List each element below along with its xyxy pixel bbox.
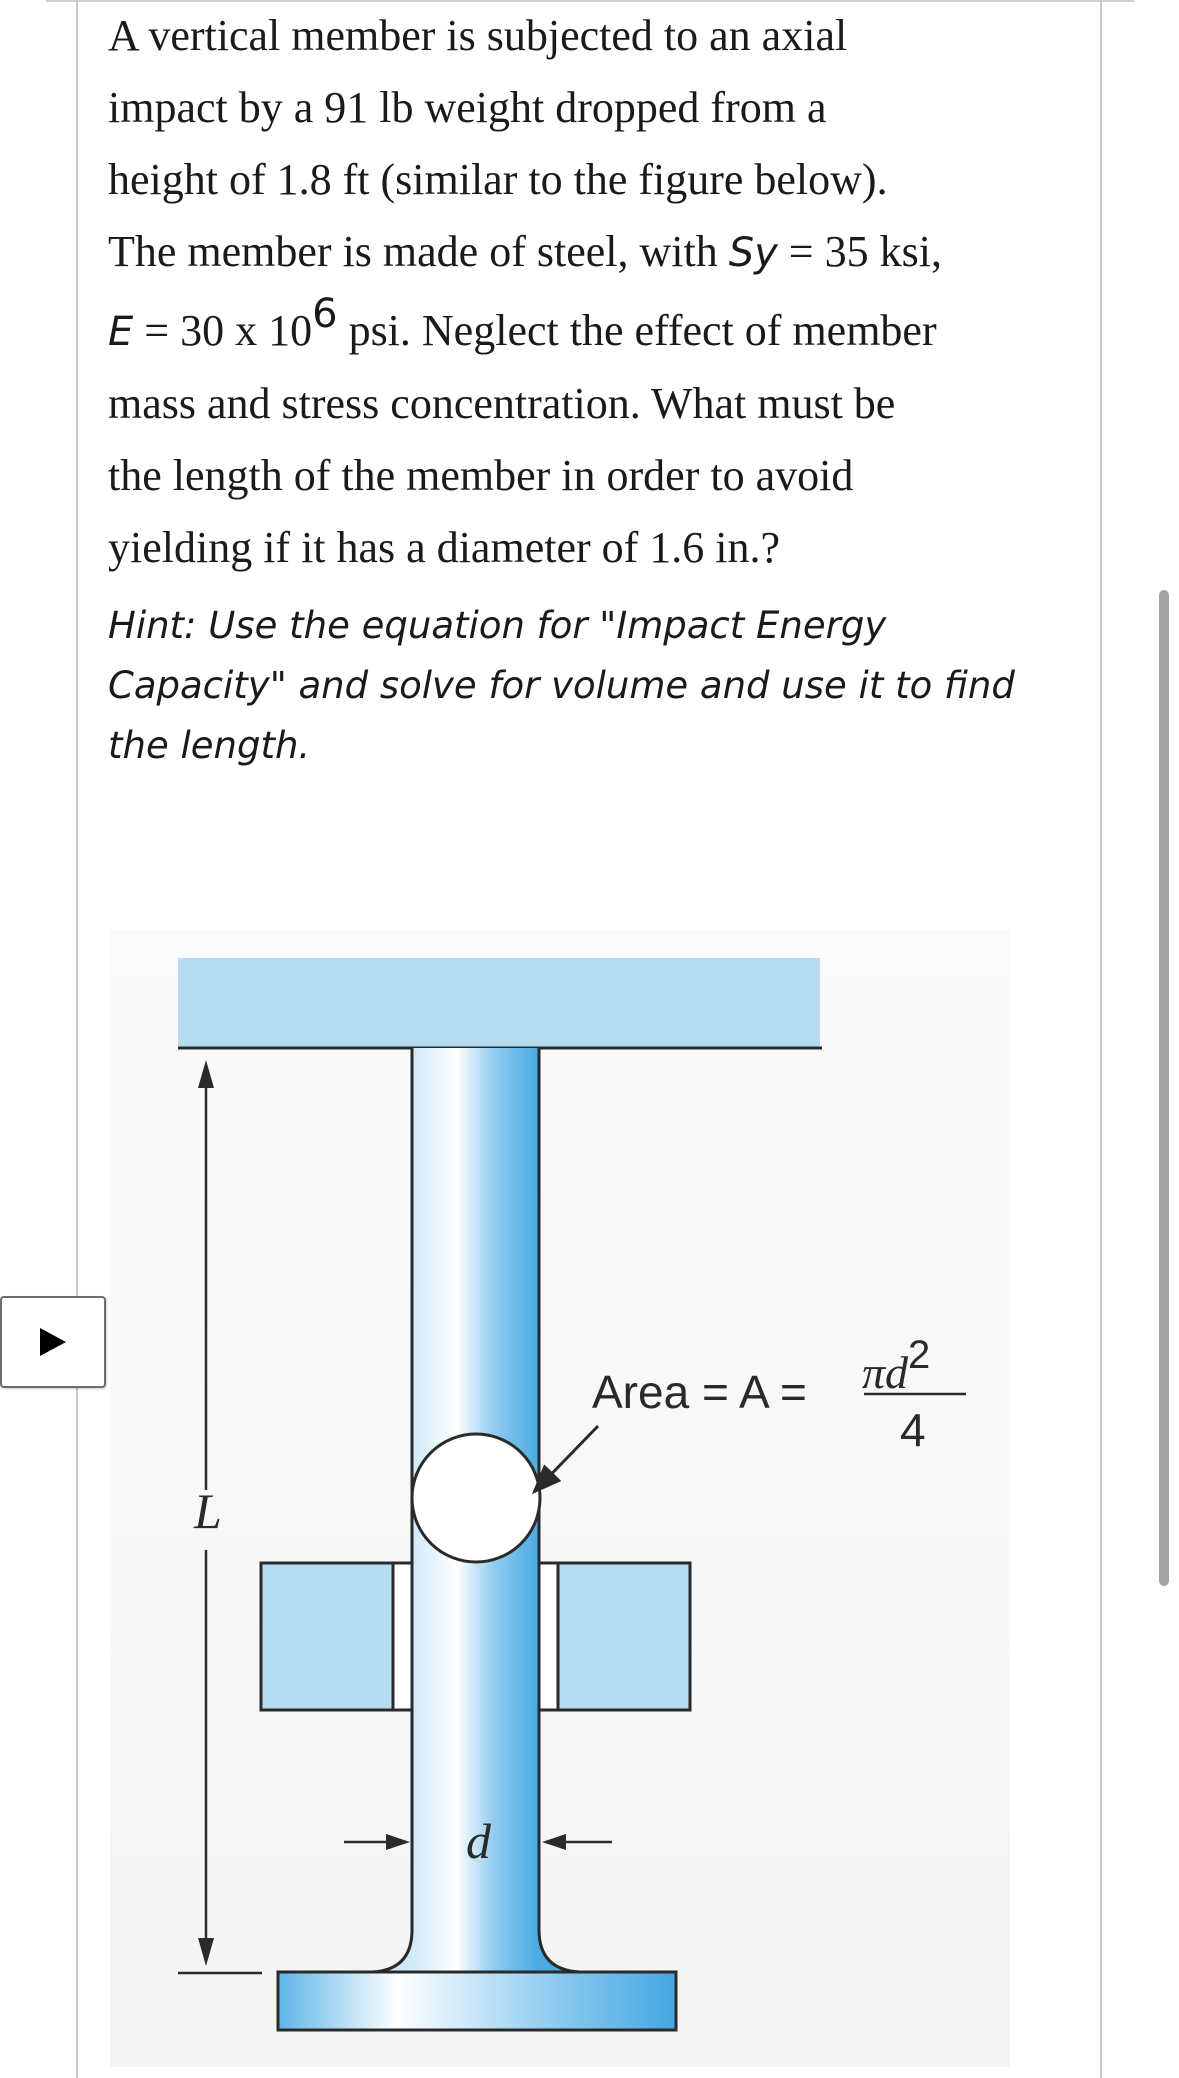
- length-label: L: [194, 1483, 222, 1539]
- weight-block-left: [261, 1563, 393, 1710]
- play-button[interactable]: [0, 1296, 106, 1388]
- cross-section-circle: [412, 1434, 540, 1562]
- question-text-segment: = 35 ksi,: [777, 227, 942, 276]
- variable-sy: Sy: [728, 230, 778, 276]
- vertical-scrollbar[interactable]: [1159, 590, 1169, 1586]
- area-formula-text: Area = A =: [592, 1366, 807, 1418]
- hint-line: Hint: Use the equation for "Impact Energy: [108, 604, 887, 647]
- weight-collar-left: [393, 1563, 412, 1710]
- top-support: [178, 958, 820, 1048]
- base-plate: [278, 1972, 676, 2030]
- question-text-segment: The member is made of steel, with: [108, 227, 729, 276]
- question-line: impact by a 91 lb weight dropped from a: [108, 83, 827, 132]
- question-text-segment: psi. Neglect the effect of member: [337, 306, 937, 355]
- weight-block-right: [558, 1563, 690, 1710]
- exponent: 6: [312, 291, 338, 337]
- formula-numerator-text: πd: [862, 1347, 909, 1398]
- hint-line: Capacity" and solve for volume and use it to find: [108, 664, 1015, 707]
- weight-collar-right: [539, 1563, 558, 1710]
- question-line: yielding if it has a diameter of 1.6 in.?: [108, 523, 781, 572]
- area-formula-denominator: 4: [900, 1404, 926, 1456]
- question-line: height of 1.8 ft (similar to the figure below).: [108, 155, 888, 204]
- question-text-segment: = 30 x 10: [133, 306, 313, 355]
- hint-line: the length.: [108, 724, 311, 767]
- variable-e: E: [108, 309, 134, 355]
- play-triangle-icon: [38, 1326, 68, 1358]
- question-line: mass and stress concentration. What must be: [108, 379, 896, 428]
- formula-exponent: 2: [908, 1333, 931, 1377]
- diameter-label: d: [466, 1813, 491, 1869]
- question-line: the length of the member in order to avoid: [108, 451, 854, 500]
- figure-background: [110, 930, 1010, 2067]
- question-line: A vertical member is subjected to an axial: [108, 11, 848, 60]
